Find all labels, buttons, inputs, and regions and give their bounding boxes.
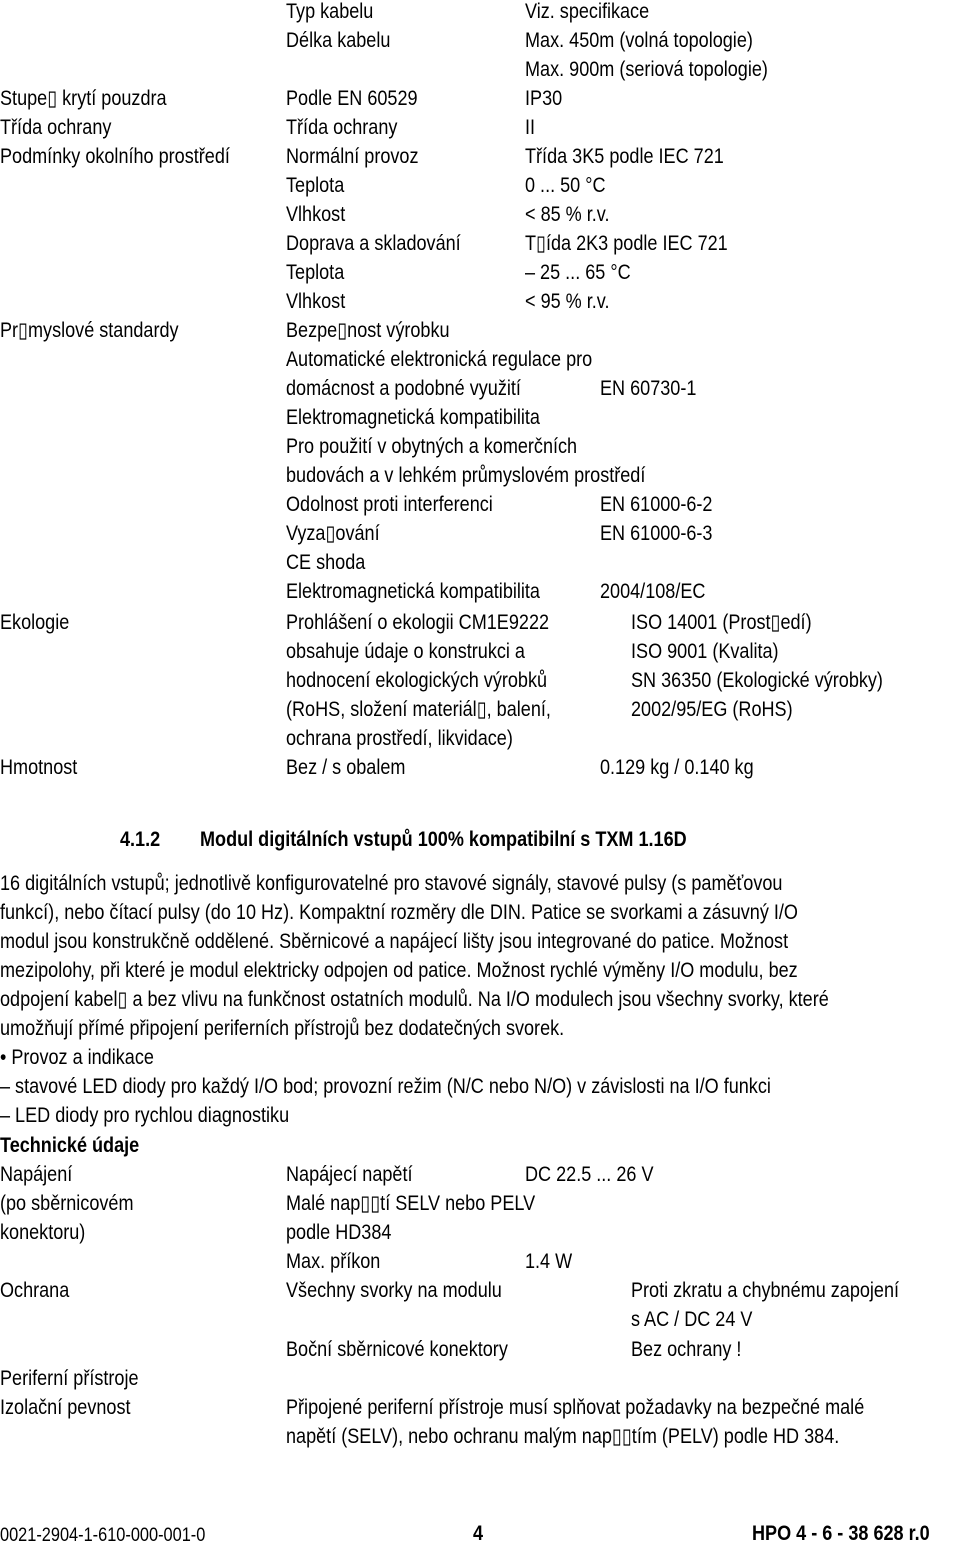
- side-connectors-value: Bez ochrany !: [631, 1338, 742, 1361]
- transport-temp-label: Teplota: [286, 261, 345, 284]
- standard-row: Odolnost proti interferenci: [286, 493, 493, 516]
- selv-label: Malé nap▯▯tí SELV nebo PELV: [286, 1192, 536, 1215]
- supply-voltage-value: DC 22.5 ... 26 V: [525, 1163, 654, 1186]
- standard-row: Automatické elektronická regulace pro: [286, 348, 593, 371]
- cable-length-value: Max. 450m (volná topologie): [525, 29, 753, 52]
- ecology-value: ISO 14001 (Prost▯edí): [631, 611, 812, 634]
- side-connectors-label: Boční sběrnicové konektory: [286, 1338, 508, 1361]
- humidity-label: Vlhkost: [286, 203, 346, 226]
- standard-row: Elektromagnetická kompatibilita: [286, 406, 540, 429]
- max-power-value: 1.4 W: [525, 1250, 573, 1273]
- protection-class-sub: Třída ochrany: [286, 116, 398, 139]
- protection-label: Ochrana: [0, 1279, 70, 1302]
- cable-length-value-2: Max. 900m (seriová topologie): [525, 58, 768, 81]
- cable-type-value: Viz. specifikace: [525, 0, 650, 23]
- weight-sub: Bez / s obalem: [286, 756, 406, 779]
- list-item: – LED diody pro rychlou diagnostiku: [0, 1104, 290, 1127]
- terminals-value: Proti zkratu a chybnému zapojení: [631, 1279, 900, 1302]
- protection-class-value: II: [525, 116, 536, 139]
- ip-label: Stupe▯ krytí pouzdra: [0, 87, 167, 110]
- ecology-value: ISO 9001 (Kvalita): [631, 640, 779, 663]
- transport-label: Doprava a skladování: [286, 232, 461, 255]
- transport-humidity-value: < 95 % r.v.: [525, 290, 610, 313]
- ecology-value: 2002/95/EG (RoHS): [631, 698, 793, 721]
- standard-row: CE shoda: [286, 551, 366, 574]
- supply-voltage-label: Napájecí napětí: [286, 1163, 413, 1186]
- cable-type-label: Typ kabelu: [286, 0, 374, 23]
- standard-value: EN 60730-1: [600, 377, 697, 400]
- paragraph-line: funkcí), nebo čítací pulsy (do 10 Hz). Kompaktní rozměry dle DIN. Patice se svorkami a zásuvný I/O: [0, 901, 798, 924]
- standard-value: EN 61000-6-3: [600, 522, 713, 545]
- standard-row: Bezpe▯nost výrobku: [286, 319, 450, 342]
- page-number: 4: [473, 1522, 484, 1545]
- ip-value: IP30: [525, 87, 563, 110]
- temp-value: 0 ... 50 °C: [525, 174, 606, 197]
- terminals-value-2: s AC / DC 24 V: [631, 1308, 753, 1331]
- transport-temp-value: – 25 ... 65 °C: [525, 261, 631, 284]
- max-power-label: Max. příkon: [286, 1250, 381, 1273]
- standard-row: Vyza▯ování: [286, 522, 380, 545]
- ecology-row: (RoHS, složení materiál▯, balení,: [286, 698, 551, 721]
- standard-row: Elektromagnetická kompatibilita: [286, 580, 540, 603]
- paragraph-line: odpojení kabel▯ a bez vlivu na funkčnost ostatních modulů. Na I/O modulech jsou všechny svorky, které: [0, 988, 829, 1011]
- environment-label: Podmínky okolního prostředí: [0, 145, 230, 168]
- humidity-value: < 85 % r.v.: [525, 203, 610, 226]
- tech-heading: Technické údaje: [0, 1134, 140, 1157]
- insulation-text: Připojené periferní přístroje musí splňovat požadavky na bezpečné malé: [286, 1396, 865, 1419]
- doc-id: 0021-2904-1-610-000-001-0: [0, 1525, 206, 1546]
- standard-row: Pro použití v obytných a komerčních: [286, 435, 578, 458]
- temp-label: Teplota: [286, 174, 345, 197]
- power-label-2: (po sběrnicovém: [0, 1192, 134, 1215]
- paragraph-line: 16 digitálních vstupů; jednotlivě konfigurovatelné pro stavové signály, stavové pulsy (s paměťovou: [0, 872, 783, 895]
- section-number: 4.1.2: [120, 828, 161, 851]
- standard-value: EN 61000-6-2: [600, 493, 713, 516]
- power-label: Napájení: [0, 1163, 73, 1186]
- list-item: – stavové LED diody pro každý I/O bod; provozní režim (N/C nebo N/O) v závislosti na I/O funkci: [0, 1075, 771, 1098]
- transport-humidity-label: Vlhkost: [286, 290, 346, 313]
- peripheral-label: Periferní přístroje: [0, 1367, 139, 1390]
- ecology-row: Prohlášení o ekologii CM1E9222: [286, 611, 550, 634]
- ip-standard: Podle EN 60529: [286, 87, 418, 110]
- standard-value: 2004/108/EC: [600, 580, 706, 603]
- doc-ref: HPO 4 - 6 - 38 628 r.0: [752, 1522, 930, 1545]
- ecology-row: hodnocení ekologických výrobků: [286, 669, 548, 692]
- standard-row: domácnost a podobné využití: [286, 377, 521, 400]
- ecology-label: Ekologie: [0, 611, 70, 634]
- ecology-row: obsahuje údaje o konstrukci a: [286, 640, 525, 663]
- paragraph-line: umožňují přímé připojení periferních přístrojů bez dodatečných svorek.: [0, 1017, 565, 1040]
- insulation-text-2: napětí (SELV), nebo ochranu malým nap▯▯tím (PELV) podle HD 384.: [286, 1425, 840, 1448]
- paragraph-line: modul jsou konstrukčně oddělené. Sběrnicové a napájecí lišty jsou integrované do patice. Možnost: [0, 930, 789, 953]
- cable-length-label: Délka kabelu: [286, 29, 391, 52]
- hd384-label: podle HD384: [286, 1221, 392, 1244]
- paragraph-line: mezipolohy, při které je modul elektricky odpojen od patice. Možnost rychlé výměny I/O modulu, bez: [0, 959, 798, 982]
- section-title: Modul digitálních vstupů 100% kompatibilní s TXM 1.16D: [200, 828, 687, 851]
- normal-operation-value: Třída 3K5 podle IEC 721: [525, 145, 724, 168]
- ecology-row: ochrana prostředí, likvidace): [286, 727, 513, 750]
- standard-row: budovách a v lehkém průmyslovém prostředí: [286, 464, 646, 487]
- weight-label: Hmotnost: [0, 756, 78, 779]
- transport-value: T▯ída 2K3 podle IEC 721: [525, 232, 728, 255]
- list-item: • Provoz a indikace: [0, 1046, 154, 1069]
- industrial-label: Pr▯myslové standardy: [0, 319, 179, 342]
- insulation-label: Izolační pevnost: [0, 1396, 131, 1419]
- power-label-3: konektoru): [0, 1221, 86, 1244]
- terminals-label: Všechny svorky na modulu: [286, 1279, 502, 1302]
- weight-value: 0.129 kg / 0.140 kg: [600, 756, 754, 779]
- ecology-value: SN 36350 (Ekologické výrobky): [631, 669, 883, 692]
- protection-class-label: Třída ochrany: [0, 116, 112, 139]
- normal-operation-label: Normální provoz: [286, 145, 419, 168]
